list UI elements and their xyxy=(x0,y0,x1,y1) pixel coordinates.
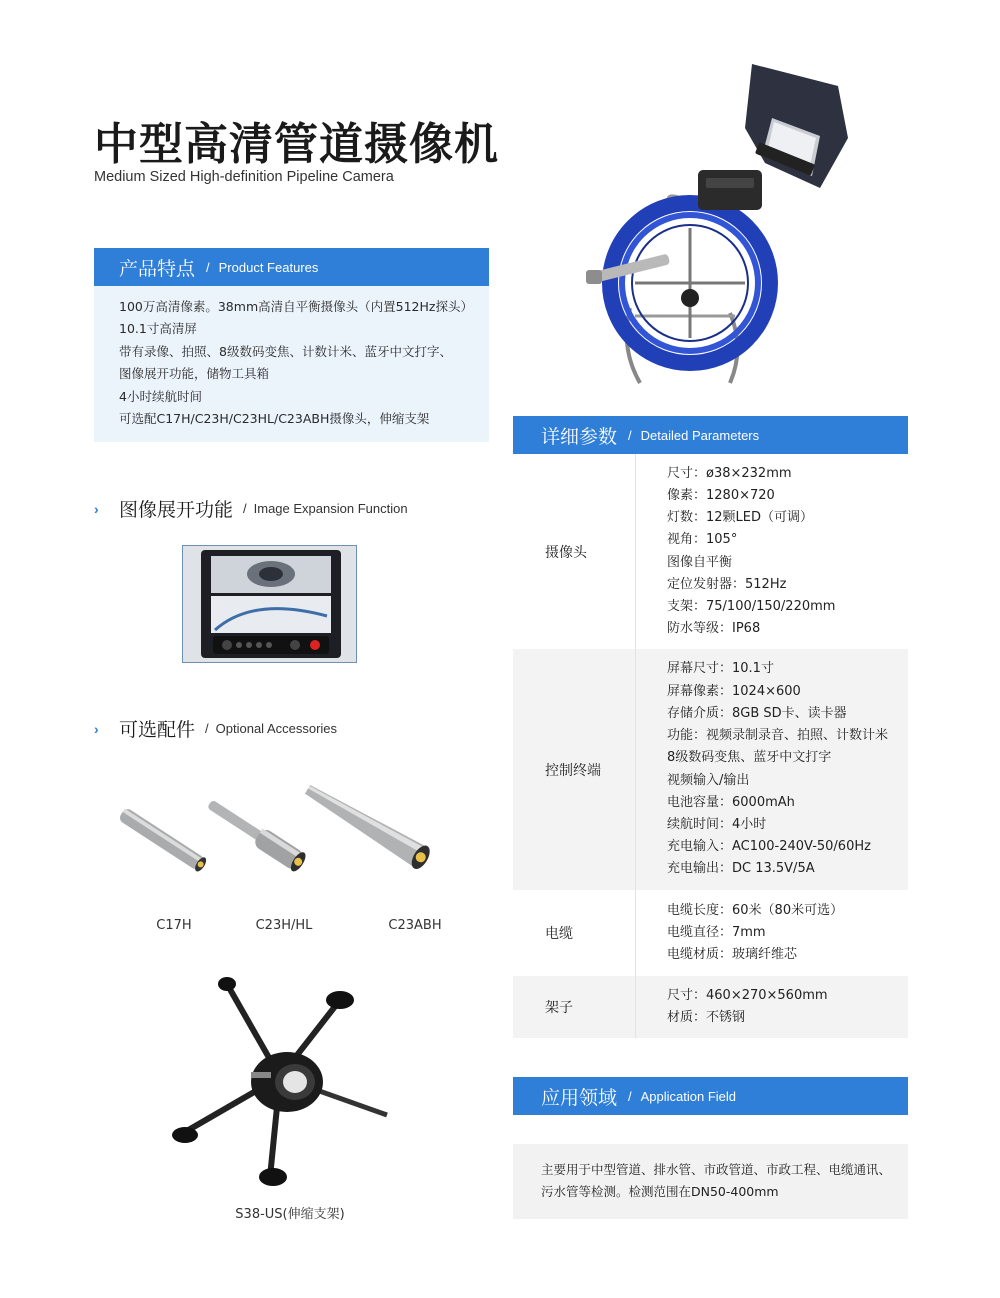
feature-line: 图像展开功能，储物工具箱 xyxy=(119,366,270,382)
stand-label: S38-US(伸缩支架) xyxy=(235,1207,345,1222)
application-separator: / xyxy=(628,1088,632,1104)
params-title-zh: 详细参数 xyxy=(541,425,618,448)
product-image xyxy=(580,58,860,388)
param-value: 视角：105° xyxy=(667,532,738,548)
params-row xyxy=(513,649,908,890)
chevron-right-icon: › xyxy=(94,500,99,517)
camera-head-c23abh-image xyxy=(296,782,458,880)
param-value: 定位发射器：512Hz xyxy=(667,576,787,592)
param-value: 功能：视频录制录音、拍照、计数计米 xyxy=(667,728,889,744)
application-line: 污水管等检测。检测范围在DN50-400mm xyxy=(541,1184,779,1200)
param-value: 像素：1280×720 xyxy=(667,487,775,503)
param-value: 图像自平衡 xyxy=(667,554,733,570)
param-value: 电缆长度：60米（80米可选） xyxy=(667,902,844,918)
params-row-label: 摄像头 xyxy=(545,544,587,561)
accessories-separator: / xyxy=(205,721,209,736)
param-value: 电池容量：6000mAh xyxy=(667,794,795,810)
param-value: 支架：75/100/150/220mm xyxy=(667,598,836,614)
application-title-zh: 应用领域 xyxy=(541,1086,618,1109)
application-line: 主要用于中型管道、排水管、市政管道、市政工程、电缆通讯、 xyxy=(541,1162,892,1177)
param-value: 屏幕像素：1024×600 xyxy=(667,683,801,699)
image-expansion-title-en: Image Expansion Function xyxy=(253,501,408,516)
feature-line: 可选配C17H/C23H/C23HL/C23ABH摄像头，伸缩支架 xyxy=(119,411,430,427)
param-value: 防水等级：IP68 xyxy=(667,621,761,637)
application-title-en: Application Field xyxy=(640,1088,737,1104)
chevron-right-icon: › xyxy=(94,720,99,737)
accessories-header xyxy=(94,715,337,742)
accessories-title-zh: 可选配件 xyxy=(119,719,196,741)
page-title: 中型高清管道摄像机 xyxy=(94,119,499,170)
features-list xyxy=(94,286,489,442)
param-value: 续航时间：4小时 xyxy=(667,816,767,832)
params-row-values xyxy=(635,890,908,976)
feature-line: 100万高清像素。38mm高清自平衡摄像头（内置512Hz探头） xyxy=(119,299,473,314)
params-title-en: Detailed Parameters xyxy=(640,427,760,443)
features-header xyxy=(94,248,489,286)
param-value: 8级数码变焦、蓝牙中文打字 xyxy=(667,750,832,766)
image-expansion-header xyxy=(94,495,408,522)
image-expansion-separator: / xyxy=(243,501,247,516)
accessory-label: C17H xyxy=(156,918,192,933)
page-subtitle: Medium Sized High-definition Pipeline Camera xyxy=(94,169,394,185)
params-row-label: 架子 xyxy=(545,1000,573,1016)
param-value: 充电输入：AC100-240V-50/60Hz xyxy=(667,839,871,855)
param-value: 材质：不锈钢 xyxy=(667,1010,746,1025)
telescopic-stand-image xyxy=(165,972,395,1192)
accessories-title-en: Optional Accessories xyxy=(215,721,338,736)
accessory-label: C23ABH xyxy=(388,918,442,933)
params-row xyxy=(513,976,908,1038)
feature-line: 10.1寸高清屏 xyxy=(119,321,197,337)
param-value: 尺寸：460×270×560mm xyxy=(667,987,828,1003)
params-row-label: 控制终端 xyxy=(545,762,601,779)
param-value: 屏幕尺寸：10.1寸 xyxy=(667,661,774,677)
param-value: 存储介质：8GB SD卡、读卡器 xyxy=(667,705,847,721)
features-title-zh: 产品特点 xyxy=(119,257,196,280)
params-row-values xyxy=(635,454,908,649)
features-separator: / xyxy=(206,259,210,275)
param-value: 电缆直径：7mm xyxy=(667,924,766,940)
param-value: 充电输出：DC 13.5V/5A xyxy=(667,861,815,877)
params-separator: / xyxy=(628,427,632,443)
image-expansion-title-zh: 图像展开功能 xyxy=(119,499,234,521)
feature-line: 带有录像、拍照、8级数码变焦、计数计米、蓝牙中文打字、 xyxy=(119,343,452,359)
param-value: 灯数：12颗LED（可调） xyxy=(667,510,814,526)
params-table xyxy=(513,454,908,1038)
application-header xyxy=(513,1077,908,1115)
params-row-values xyxy=(635,976,908,1038)
params-row-values xyxy=(635,649,908,890)
params-row-label: 电缆 xyxy=(545,926,573,942)
params-row xyxy=(513,890,908,976)
params-row xyxy=(513,454,908,649)
params-header xyxy=(513,416,908,454)
image-expansion-photo xyxy=(182,545,357,663)
param-value: 尺寸：ø38×232mm xyxy=(667,465,792,481)
feature-line: 4小时续航时间 xyxy=(119,388,202,404)
accessory-label: C23H/HL xyxy=(255,918,313,933)
param-value: 视频输入/输出 xyxy=(667,772,750,788)
param-value: 电缆材质：玻璃纤维芯 xyxy=(667,947,798,963)
features-title-en: Product Features xyxy=(218,259,319,275)
application-text xyxy=(513,1144,908,1219)
